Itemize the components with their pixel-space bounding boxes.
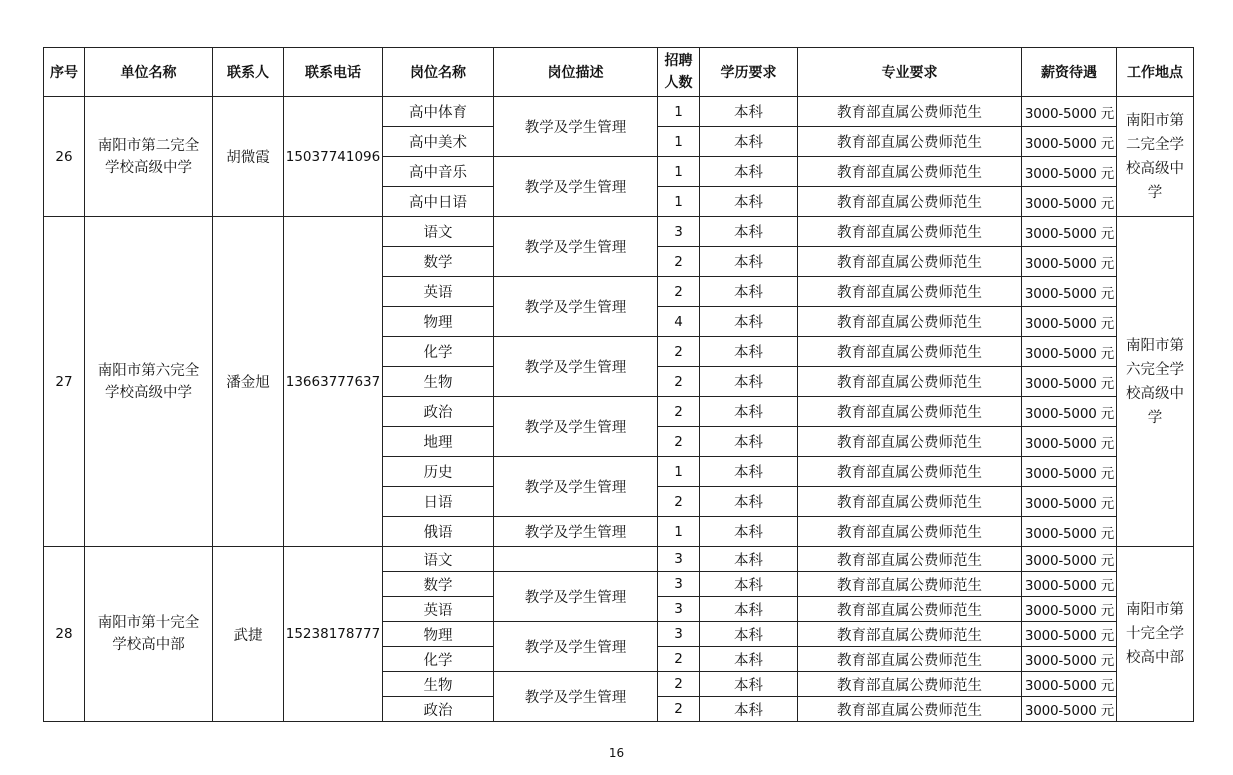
description-cell: 教学及学生管理: [494, 622, 658, 672]
salary-cell: 3000-5000 元: [1022, 157, 1117, 187]
education-cell: 本科: [700, 337, 798, 367]
headcount-cell: 2: [658, 397, 700, 427]
major-cell: 教育部直属公费师范生: [798, 247, 1022, 277]
header-location: 工作地点: [1117, 48, 1194, 97]
header-unit: 单位名称: [85, 48, 213, 97]
education-cell: 本科: [700, 517, 798, 547]
education-cell: 本科: [700, 247, 798, 277]
major-cell: 教育部直属公费师范生: [798, 337, 1022, 367]
seq-cell: 28: [44, 547, 85, 722]
description-cell: 教学及学生管理: [494, 517, 658, 547]
header-row: [44, 48, 1194, 97]
position-cell: 生物: [383, 367, 494, 397]
major-cell: 教育部直属公费师范生: [798, 277, 1022, 307]
description-cell: 教学及学生管理: [494, 157, 658, 217]
education-cell: 本科: [700, 622, 798, 647]
position-cell: 英语: [383, 597, 494, 622]
major-cell: 教育部直属公费师范生: [798, 217, 1022, 247]
headcount-cell: 2: [658, 427, 700, 457]
headcount-cell: 1: [658, 457, 700, 487]
major-cell: 教育部直属公费师范生: [798, 307, 1022, 337]
unit-name-cell: 南阳市第二完全学校高级中学: [85, 97, 213, 217]
salary-cell: 3000-5000 元: [1022, 572, 1117, 597]
major-cell: 教育部直属公费师范生: [798, 397, 1022, 427]
page-number: 16: [608, 746, 625, 760]
major-cell: 教育部直属公费师范生: [798, 672, 1022, 697]
header-contact: 联系人: [213, 48, 284, 97]
major-cell: 教育部直属公费师范生: [798, 697, 1022, 722]
salary-cell: 3000-5000 元: [1022, 457, 1117, 487]
unit-name-cell: 南阳市第六完全学校高级中学: [85, 217, 213, 547]
position-cell: 地理: [383, 427, 494, 457]
salary-cell: 3000-5000 元: [1022, 427, 1117, 457]
salary-cell: 3000-5000 元: [1022, 517, 1117, 547]
major-cell: 教育部直属公费师范生: [798, 647, 1022, 672]
salary-cell: 3000-5000 元: [1022, 367, 1117, 397]
header-salary: 薪资待遇: [1022, 48, 1117, 97]
phone-cell: 13663777637: [284, 217, 383, 547]
headcount-cell: 2: [658, 672, 700, 697]
headcount-cell: 2: [658, 247, 700, 277]
education-cell: 本科: [700, 217, 798, 247]
position-cell: 化学: [383, 647, 494, 672]
major-cell: 教育部直属公费师范生: [798, 97, 1022, 127]
education-cell: 本科: [700, 277, 798, 307]
position-cell: 语文: [383, 547, 494, 572]
contact-cell: 武捷: [213, 547, 284, 722]
education-cell: 本科: [700, 397, 798, 427]
description-cell: 教学及学生管理: [494, 457, 658, 517]
education-cell: 本科: [700, 487, 798, 517]
position-cell: 高中美术: [383, 127, 494, 157]
description-cell: 教学及学生管理: [494, 337, 658, 397]
headcount-cell: 2: [658, 697, 700, 722]
headcount-cell: 3: [658, 622, 700, 647]
salary-cell: 3000-5000 元: [1022, 672, 1117, 697]
salary-cell: 3000-5000 元: [1022, 697, 1117, 722]
table-row: [44, 217, 1194, 247]
major-cell: 教育部直属公费师范生: [798, 457, 1022, 487]
education-cell: 本科: [700, 547, 798, 572]
education-cell: 本科: [700, 672, 798, 697]
major-cell: 教育部直属公费师范生: [798, 157, 1022, 187]
location-cell: 南阳市第十完全学校高中部: [1117, 547, 1194, 722]
position-cell: 政治: [383, 697, 494, 722]
headcount-cell: 3: [658, 547, 700, 572]
headcount-cell: 2: [658, 647, 700, 672]
education-cell: 本科: [700, 457, 798, 487]
location-cell: 南阳市第二完全学校高级中学: [1117, 97, 1194, 217]
location-cell: 南阳市第六完全学校高级中学: [1117, 217, 1194, 547]
salary-cell: 3000-5000 元: [1022, 217, 1117, 247]
education-cell: 本科: [700, 647, 798, 672]
headcount-cell: 3: [658, 217, 700, 247]
header-phone: 联系电话: [284, 48, 383, 97]
header-position: 岗位名称: [383, 48, 494, 97]
header-seq: 序号: [44, 48, 85, 97]
position-cell: 英语: [383, 277, 494, 307]
major-cell: 教育部直属公费师范生: [798, 427, 1022, 457]
major-cell: 教育部直属公费师范生: [798, 547, 1022, 572]
table-row: [44, 97, 1194, 127]
headcount-cell: 4: [658, 307, 700, 337]
education-cell: 本科: [700, 127, 798, 157]
position-cell: 物理: [383, 622, 494, 647]
headcount-cell: 1: [658, 187, 700, 217]
position-cell: 数学: [383, 572, 494, 597]
major-cell: 教育部直属公费师范生: [798, 597, 1022, 622]
position-cell: 生物: [383, 672, 494, 697]
salary-cell: 3000-5000 元: [1022, 337, 1117, 367]
description-cell: 教学及学生管理: [494, 672, 658, 722]
salary-cell: 3000-5000 元: [1022, 97, 1117, 127]
education-cell: 本科: [700, 307, 798, 337]
position-cell: 高中日语: [383, 187, 494, 217]
header-description: 岗位描述: [494, 48, 658, 97]
salary-cell: 3000-5000 元: [1022, 187, 1117, 217]
headcount-cell: 2: [658, 277, 700, 307]
education-cell: 本科: [700, 697, 798, 722]
headcount-cell: 3: [658, 572, 700, 597]
position-cell: 高中音乐: [383, 157, 494, 187]
unit-name-cell: 南阳市第十完全学校高中部: [85, 547, 213, 722]
description-cell-empty: [494, 547, 658, 572]
education-cell: 本科: [700, 597, 798, 622]
education-cell: 本科: [700, 367, 798, 397]
position-cell: 日语: [383, 487, 494, 517]
phone-cell: 15037741096: [284, 97, 383, 217]
position-cell: 语文: [383, 217, 494, 247]
major-cell: 教育部直属公费师范生: [798, 127, 1022, 157]
salary-cell: 3000-5000 元: [1022, 647, 1117, 672]
headcount-cell: 1: [658, 127, 700, 157]
education-cell: 本科: [700, 187, 798, 217]
phone-cell: 15238178777: [284, 547, 383, 722]
salary-cell: 3000-5000 元: [1022, 247, 1117, 277]
position-cell: 俄语: [383, 517, 494, 547]
description-cell: 教学及学生管理: [494, 217, 658, 277]
salary-cell: 3000-5000 元: [1022, 277, 1117, 307]
recruitment-table: [43, 47, 1194, 722]
table-row: [44, 547, 1194, 572]
education-cell: 本科: [700, 97, 798, 127]
headcount-cell: 2: [658, 487, 700, 517]
salary-cell: 3000-5000 元: [1022, 547, 1117, 572]
salary-cell: 3000-5000 元: [1022, 397, 1117, 427]
description-cell: 教学及学生管理: [494, 97, 658, 157]
header-headcount: 招聘人数: [658, 48, 700, 97]
headcount-cell: 2: [658, 337, 700, 367]
major-cell: 教育部直属公费师范生: [798, 487, 1022, 517]
major-cell: 教育部直属公费师范生: [798, 517, 1022, 547]
education-cell: 本科: [700, 157, 798, 187]
salary-cell: 3000-5000 元: [1022, 307, 1117, 337]
major-cell: 教育部直属公费师范生: [798, 622, 1022, 647]
description-cell: 教学及学生管理: [494, 397, 658, 457]
major-cell: 教育部直属公费师范生: [798, 572, 1022, 597]
salary-cell: 3000-5000 元: [1022, 597, 1117, 622]
headcount-cell: 3: [658, 597, 700, 622]
seq-cell: 26: [44, 97, 85, 217]
position-cell: 物理: [383, 307, 494, 337]
education-cell: 本科: [700, 427, 798, 457]
header-major: 专业要求: [798, 48, 1022, 97]
major-cell: 教育部直属公费师范生: [798, 367, 1022, 397]
position-cell: 历史: [383, 457, 494, 487]
salary-cell: 3000-5000 元: [1022, 622, 1117, 647]
position-cell: 化学: [383, 337, 494, 367]
position-cell: 政治: [383, 397, 494, 427]
contact-cell: 胡微霞: [213, 97, 284, 217]
description-cell: 教学及学生管理: [494, 277, 658, 337]
description-cell: 教学及学生管理: [494, 572, 658, 622]
contact-cell: 潘金旭: [213, 217, 284, 547]
headcount-cell: 2: [658, 367, 700, 397]
headcount-cell: 1: [658, 517, 700, 547]
position-cell: 数学: [383, 247, 494, 277]
headcount-cell: 1: [658, 157, 700, 187]
salary-cell: 3000-5000 元: [1022, 127, 1117, 157]
major-cell: 教育部直属公费师范生: [798, 187, 1022, 217]
headcount-cell: 1: [658, 97, 700, 127]
header-education: 学历要求: [700, 48, 798, 97]
position-cell: 高中体育: [383, 97, 494, 127]
seq-cell: 27: [44, 217, 85, 547]
education-cell: 本科: [700, 572, 798, 597]
salary-cell: 3000-5000 元: [1022, 487, 1117, 517]
